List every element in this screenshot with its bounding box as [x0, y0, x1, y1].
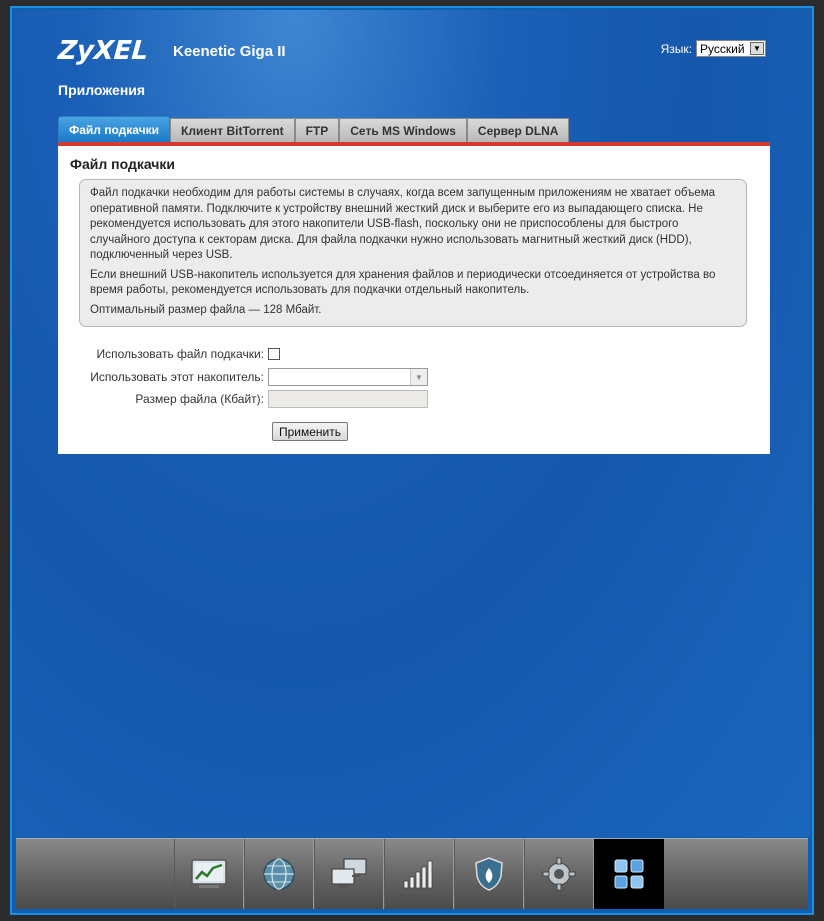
- nav-applications[interactable]: [594, 839, 664, 909]
- use-swap-checkbox[interactable]: [268, 348, 280, 360]
- nav-security[interactable]: [454, 839, 524, 909]
- gear-icon: [542, 857, 576, 891]
- section-title: Файл подкачки: [70, 156, 176, 172]
- size-row: [58, 390, 428, 408]
- globe-icon: [261, 856, 297, 892]
- language-value: Русский: [700, 41, 745, 56]
- language-selector: [661, 40, 766, 57]
- main-area: [14, 10, 810, 837]
- tab-bittorrent[interactable]: Клиент BitTorrent: [170, 118, 295, 142]
- info-paragraph: Если внешний USB-накопитель используется для хранения файлов и периодически отсоединяется от устройства во время работы, рекомендуется использовать для подкачки отдельный накопитель.: [90, 268, 716, 296]
- nav-internet[interactable]: [244, 839, 314, 909]
- monitor-chart-icon: [191, 859, 227, 889]
- nav-monitor[interactable]: [174, 839, 244, 909]
- info-box: [79, 179, 747, 327]
- size-label: Размер файла (Кбайт):: [135, 392, 264, 406]
- signal-bars-icon: [402, 859, 436, 889]
- page-title: Приложения: [58, 82, 146, 98]
- info-paragraph: Файл подкачки необходим для работы системы в случаях, когда всем запущенным приложениям не хватает объема оперативной памяти. Подключите к устройству внешний жесткий диск и выберите его из выпадающего списка. Не рекомендуется использовать для этого накопители USB-flash, поскольку они не приспособлены для быстрого случайного доступа к секторам диска. Для файла подкачки нужно использовать магнитный жесткий диск (HDD), подключенный через USB.: [90, 187, 716, 261]
- model-name: Keenetic Giga II: [173, 43, 286, 60]
- content-panel: [58, 146, 770, 454]
- chevron-down-icon[interactable]: ▼: [410, 369, 427, 385]
- nav-home-network[interactable]: [314, 839, 384, 909]
- tab-dlna[interactable]: Сервер DLNA: [467, 118, 570, 142]
- language-label: Язык:: [660, 41, 692, 56]
- router-frame: [10, 6, 814, 915]
- tab-swap-file[interactable]: Файл подкачки: [58, 116, 170, 142]
- use-swap-row: [58, 347, 280, 361]
- nav-wifi[interactable]: [384, 839, 454, 909]
- tab-ftp[interactable]: FTP: [295, 118, 340, 142]
- apps-grid-icon: [613, 858, 645, 890]
- shield-icon: [474, 856, 504, 892]
- chevron-down-icon[interactable]: ▼: [750, 42, 764, 55]
- drive-row: [58, 368, 428, 386]
- size-input[interactable]: [268, 390, 428, 408]
- brand-logo: ZyXEL: [56, 36, 150, 66]
- drive-select[interactable]: [268, 368, 428, 386]
- info-paragraph: Оптимальный размер файла — 128 Мбайт.: [90, 303, 322, 316]
- use-swap-label: Использовать файл подкачки:: [96, 347, 264, 361]
- drive-label: Использовать этот накопитель:: [90, 370, 264, 384]
- tab-bar: [58, 116, 569, 142]
- apply-button[interactable]: Применить: [272, 422, 348, 441]
- tab-ms-windows[interactable]: Сеть MS Windows: [339, 118, 467, 142]
- nav-system[interactable]: [524, 839, 594, 909]
- language-select[interactable]: [696, 40, 766, 57]
- bottom-nav-bar: [16, 838, 808, 909]
- network-computers-icon: [330, 857, 368, 891]
- bottom-nav: [174, 839, 664, 909]
